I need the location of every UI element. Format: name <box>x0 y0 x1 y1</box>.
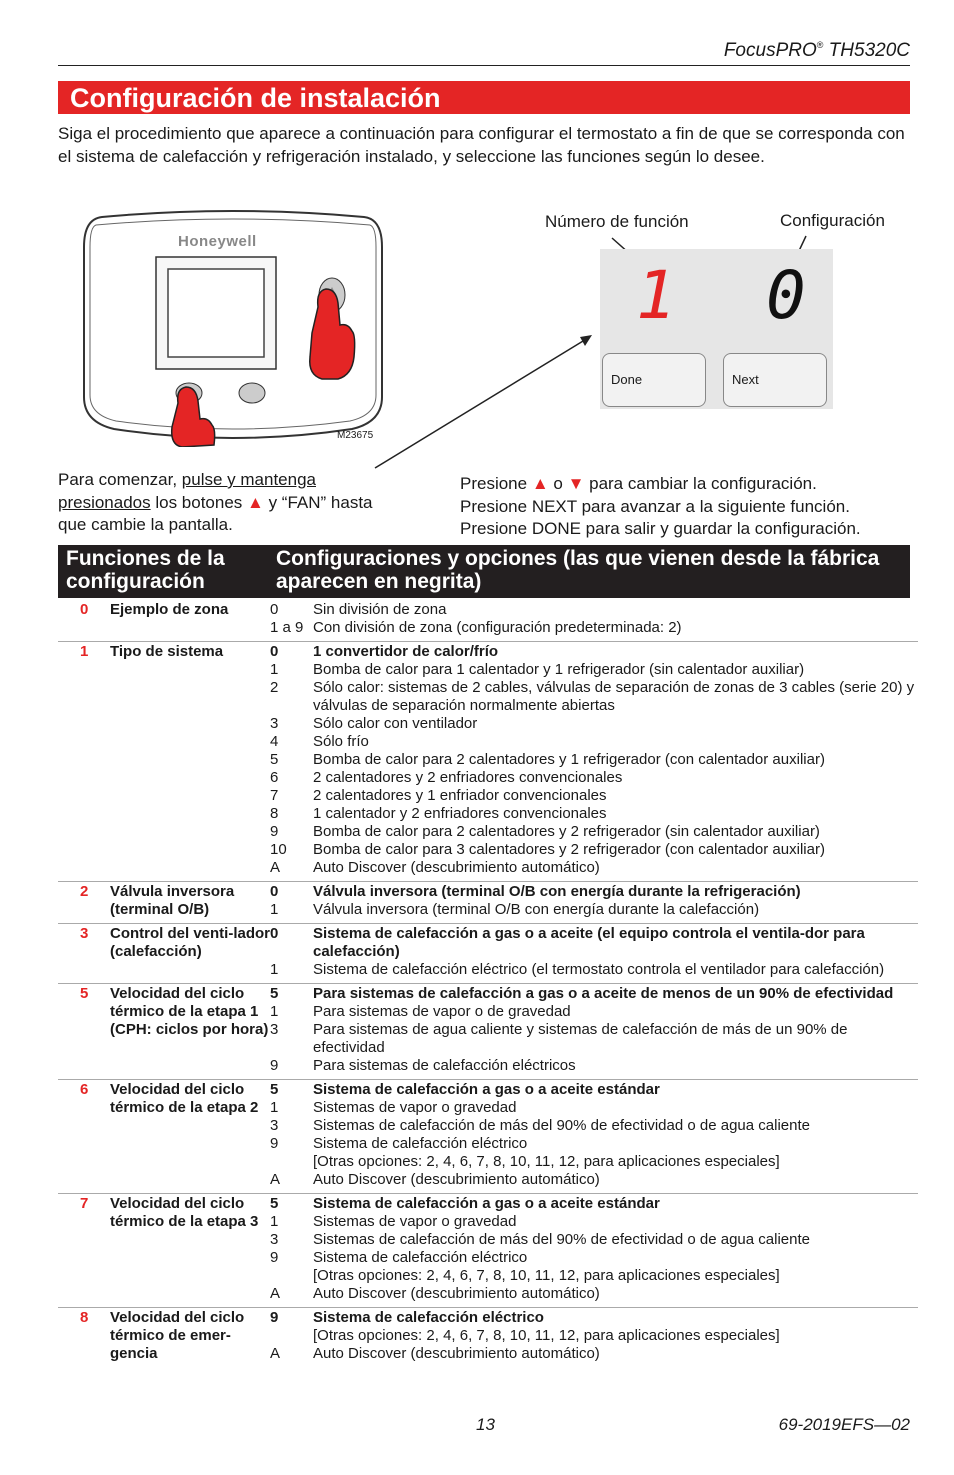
settings-table <box>58 600 918 1367</box>
option-text: Sistemas de vapor o gravedad <box>313 1099 517 1116</box>
option-value <box>270 1153 313 1171</box>
option-line <box>270 1117 918 1135</box>
option-line <box>270 751 918 769</box>
option-value: 1 <box>270 1099 279 1116</box>
option-line <box>270 1309 918 1327</box>
option-value: A <box>270 1345 281 1362</box>
option-line <box>270 1021 918 1057</box>
section-title: Configuración de instalación <box>70 83 441 113</box>
option-text: Para sistemas de calefacción a gas o a aceite de menos de un 90% de efectividad <box>313 985 894 1002</box>
option-value: 10 <box>270 841 287 858</box>
option-value: 2 <box>270 679 279 696</box>
option-value: 0 <box>270 643 279 660</box>
function-number: 2 <box>80 883 89 900</box>
option-list <box>270 643 918 877</box>
option-value: 1 <box>270 1003 279 1020</box>
option-value: 8 <box>270 805 279 822</box>
option-text: Con división de zona (configuración predeterminada: 2) <box>313 619 682 636</box>
option-text: Para sistemas de vapor o de gravedad <box>313 1003 571 1020</box>
function-name: Control del venti-lador (calefacción) <box>110 925 271 960</box>
option-value: 1 <box>270 961 279 978</box>
option-value: 1 <box>270 661 279 678</box>
option-value: 5 <box>270 1081 279 1098</box>
option-text: Sistema de calefacción a gas o a aceite estándar <box>313 1081 660 1098</box>
option-line <box>270 787 918 805</box>
down-arrow-icon: ▼ <box>567 474 585 493</box>
option-text: Bomba de calor para 3 calentadores y 2 refrigerador (con calentador auxiliar) <box>313 841 825 858</box>
next-button[interactable]: Next <box>723 353 827 407</box>
option-text: Válvula inversora (terminal O/B con energía durante la calefacción) <box>313 901 760 918</box>
function-number: 3 <box>80 925 89 942</box>
table-row <box>58 1080 918 1194</box>
option-text: Sólo calor con ventilador <box>313 715 478 732</box>
option-list <box>270 601 918 637</box>
option-text: Sólo frío <box>313 733 369 750</box>
option-line <box>270 1231 918 1249</box>
option-list <box>270 1081 918 1189</box>
option-line <box>270 1099 918 1117</box>
option-line <box>270 715 918 733</box>
option-text: Auto Discover (descubrimiento automático) <box>313 859 600 876</box>
option-value: 1 <box>270 1213 279 1230</box>
option-line <box>270 883 918 901</box>
option-value: 3 <box>270 715 279 732</box>
option-text: 2 calentadores y 1 enfriador convencionales <box>313 787 607 804</box>
option-value: 1 a 9 <box>270 619 304 636</box>
option-line <box>270 1249 918 1267</box>
option-text: Válvula inversora (terminal O/B con energía durante la refrigeración) <box>313 883 801 900</box>
option-value: 5 <box>270 751 279 768</box>
option-value: 3 <box>270 1231 279 1248</box>
option-value: A <box>270 1171 281 1188</box>
option-line <box>270 1081 918 1099</box>
option-text: Sistema de calefacción eléctrico <box>313 1249 528 1266</box>
done-button[interactable]: Done <box>602 353 706 407</box>
option-text: Bomba de calor para 2 calentadores y 2 refrigerador (sin calentador auxiliar) <box>313 823 820 840</box>
table-header-settings: Configuraciones y opciones (las que vienen desde la fábrica aparecen en negrita) <box>276 547 880 593</box>
brand-logo: Honeywell <box>178 233 257 250</box>
function-digit: 1 <box>636 257 676 334</box>
option-line <box>270 805 918 823</box>
option-value: 3 <box>270 1117 279 1134</box>
option-line <box>270 661 918 679</box>
option-line <box>270 619 918 637</box>
option-value: 9 <box>270 1309 279 1326</box>
option-value: 4 <box>270 733 279 750</box>
option-line <box>270 1345 918 1363</box>
option-value: 9 <box>270 823 279 840</box>
option-text: Sólo calor: sistemas de 2 cables, válvulas de separación de zonas de 3 cables (serie 20) y válvulas de separación normalmente abiertas <box>313 679 915 714</box>
function-name: Velocidad del ciclo térmico de la etapa 3 <box>110 1195 259 1230</box>
option-list <box>270 925 918 979</box>
option-text: Sistema de calefacción eléctrico <box>313 1135 528 1152</box>
option-list <box>270 985 918 1075</box>
option-line <box>270 643 918 661</box>
function-number: 0 <box>80 601 89 618</box>
setting-digit: 0 <box>766 257 806 334</box>
option-line <box>270 1213 918 1231</box>
label-function-number: Número de función <box>545 212 689 231</box>
press-instructions: Presione ▲ o ▼ para cambiar la configuración. Presione NEXT para avanzar a la siguiente función. Presione DONE para salir y guardar la configuración. <box>460 474 861 538</box>
up-arrow-icon: ▲ <box>247 492 264 512</box>
option-value: 5 <box>270 1195 279 1212</box>
table-header-functions: Funciones de la configuración <box>66 547 225 593</box>
option-line <box>270 1057 918 1075</box>
table-row <box>58 642 918 882</box>
option-value: 7 <box>270 787 279 804</box>
option-line <box>270 823 918 841</box>
option-line <box>270 601 918 619</box>
option-line <box>270 733 918 751</box>
option-text: Auto Discover (descubrimiento automático) <box>313 1285 600 1302</box>
option-text: Bomba de calor para 2 calentadores y 1 refrigerador (con calentador auxiliar) <box>313 751 825 768</box>
option-line <box>270 1135 918 1153</box>
illustration-code: M23675 <box>337 430 374 441</box>
option-text: Sistemas de vapor o gravedad <box>313 1213 517 1230</box>
option-list <box>270 1195 918 1303</box>
option-text: Sistemas de calefacción de más del 90% de efectividad o de agua caliente <box>313 1231 810 1248</box>
up-arrow-icon: ▲ <box>531 474 549 493</box>
table-row <box>58 1194 918 1308</box>
option-value: 0 <box>270 601 279 618</box>
page-number: 13 <box>476 1415 495 1434</box>
option-value: 9 <box>270 1135 279 1152</box>
option-text: Bomba de calor para 1 calentador y 1 refrigerador (sin calentador auxiliar) <box>313 661 805 678</box>
thermostat-display <box>600 249 833 409</box>
option-line <box>270 901 918 919</box>
start-instructions: Para comenzar, pulse y mantenga presionados los botones ▲ y “FAN” hasta que cambie la pantalla. <box>58 470 373 534</box>
function-name: Velocidad del ciclo térmico de emer-gencia <box>110 1309 245 1362</box>
option-value: A <box>270 1285 281 1302</box>
option-text: Sistema de calefacción eléctrico <box>313 1309 544 1326</box>
option-line <box>270 769 918 787</box>
option-value: 3 <box>270 1021 279 1038</box>
option-line <box>270 1153 918 1171</box>
function-number: 5 <box>80 985 89 1002</box>
option-value: 0 <box>270 883 279 900</box>
function-name: Válvula inversora (terminal O/B) <box>110 883 235 918</box>
option-value: 9 <box>270 1249 279 1266</box>
table-row <box>58 882 918 924</box>
option-text: 2 calentadores y 2 enfriadores convencionales <box>313 769 623 786</box>
option-text: [Otras opciones: 2, 4, 6, 7, 8, 10, 11, 12, para aplicaciones especiales] <box>313 1153 780 1170</box>
option-value: 6 <box>270 769 279 786</box>
table-row <box>58 600 918 642</box>
option-line <box>270 1171 918 1189</box>
option-text: Sin división de zona <box>313 601 447 618</box>
function-name: Velocidad del ciclo térmico de la etapa 2 <box>110 1081 259 1116</box>
option-line <box>270 1285 918 1303</box>
option-line <box>270 841 918 859</box>
option-text: Para sistemas de agua caliente y sistemas de calefacción de más de un 90% de efectividad <box>313 1021 848 1056</box>
intro-paragraph: Siga el procedimiento que aparece a continuación para configurar el termostato a fin de que se corresponda con el sistema de calefacción y refrigeración instalado, y seleccione las funciones según lo desee. <box>58 124 905 166</box>
label-setting: Configuración <box>780 211 885 230</box>
option-line <box>270 985 918 1003</box>
option-line <box>270 1327 918 1345</box>
option-value <box>270 1267 313 1285</box>
option-text: Sistemas de calefacción de más del 90% de efectividad o de agua caliente <box>313 1117 810 1134</box>
option-text: 1 calentador y 2 enfriadores convencionales <box>313 805 607 822</box>
option-list <box>270 1309 918 1363</box>
option-text: [Otras opciones: 2, 4, 6, 7, 8, 10, 11, 12, para aplicaciones especiales] <box>313 1267 780 1284</box>
option-value: 5 <box>270 985 279 1002</box>
option-text: Auto Discover (descubrimiento automático) <box>313 1345 600 1362</box>
option-value: 9 <box>270 1057 279 1074</box>
option-line <box>270 679 918 715</box>
table-row <box>58 924 918 984</box>
product-name: FocusPRO® TH5320C <box>723 40 910 61</box>
option-text: Para sistemas de calefacción eléctricos <box>313 1057 576 1074</box>
function-name: Velocidad del ciclo térmico de la etapa 1 (CPH: ciclos por hora) <box>110 985 269 1038</box>
function-number: 6 <box>80 1081 89 1098</box>
document-number: 69-2019EFS—02 <box>778 1415 910 1434</box>
function-number: 7 <box>80 1195 89 1212</box>
option-line <box>270 1267 918 1285</box>
option-text: 1 convertidor de calor/frío <box>313 643 499 660</box>
option-line <box>270 859 918 877</box>
option-text: Auto Discover (descubrimiento automático) <box>313 1171 600 1188</box>
function-name: Ejemplo de zona <box>110 601 229 618</box>
option-text: Sistema de calefacción eléctrico (el termostato controla el ventilador para calefacción) <box>313 961 885 978</box>
option-line <box>270 1195 918 1213</box>
option-value <box>270 1327 313 1345</box>
option-text: Sistema de calefacción a gas o a aceite (el equipo controla el ventila-dor para calefacción) <box>313 925 865 960</box>
option-line <box>270 925 918 961</box>
option-text: Sistema de calefacción a gas o a aceite estándar <box>313 1195 660 1212</box>
option-value: 0 <box>270 925 279 942</box>
table-header <box>58 545 910 598</box>
table-row <box>58 984 918 1080</box>
function-number: 1 <box>80 643 89 660</box>
option-list <box>270 883 918 919</box>
table-row <box>58 1308 918 1367</box>
option-line <box>270 961 918 979</box>
function-number: 8 <box>80 1309 89 1326</box>
option-value: 1 <box>270 901 279 918</box>
option-line <box>270 1003 918 1021</box>
option-text: [Otras opciones: 2, 4, 6, 7, 8, 10, 11, 12, para aplicaciones especiales] <box>313 1327 780 1344</box>
option-value: A <box>270 859 281 876</box>
function-name: Tipo de sistema <box>110 643 224 660</box>
